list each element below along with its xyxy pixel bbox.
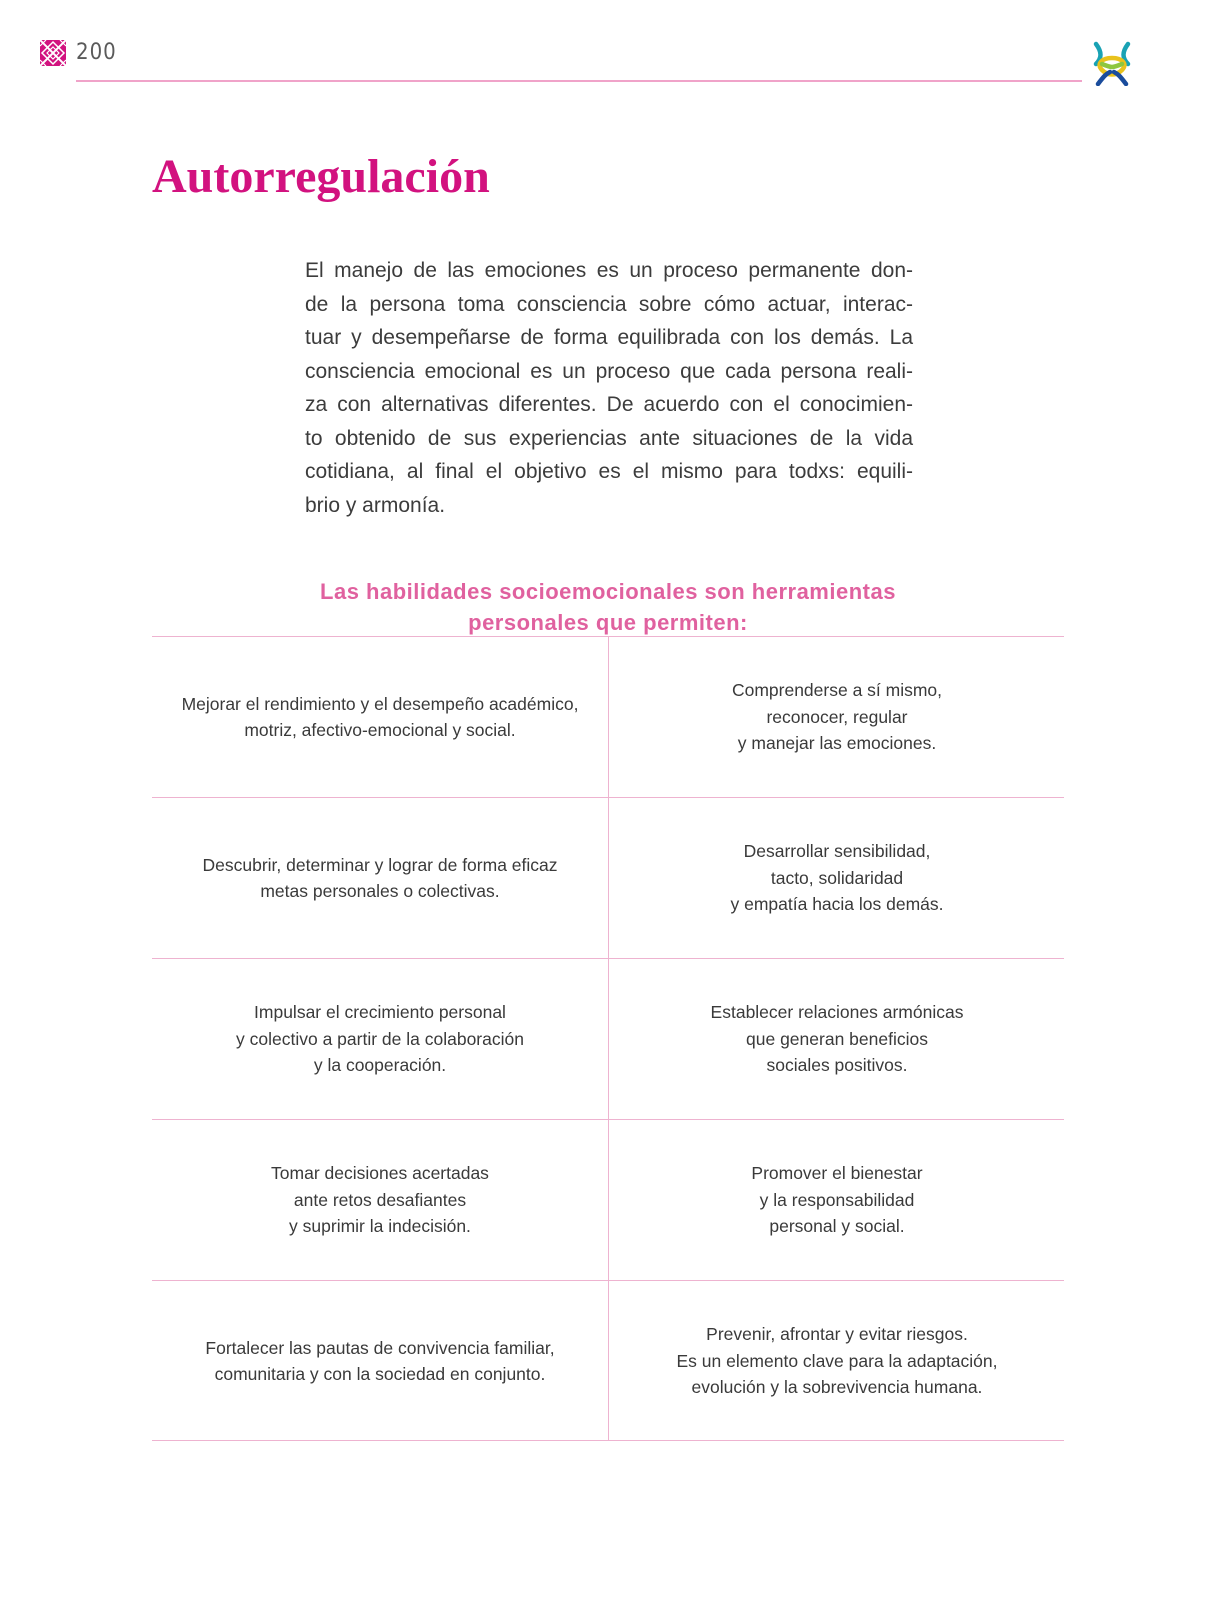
skill-cell	[609, 1281, 1065, 1441]
skill-cell	[609, 1120, 1065, 1280]
subtitle-line: Las habilidades socioemocionales son herramientas	[320, 579, 896, 604]
intro-line: de la persona toma consciencia sobre cómo actuar, interac-	[305, 292, 913, 316]
skill-cell	[152, 798, 608, 958]
page-number: 200	[76, 40, 117, 65]
intro-line: tuar y desempeñarse de forma equilibrada con los demás. La	[305, 326, 913, 349]
header-divider	[76, 80, 1082, 82]
intro-line: consciencia emocional es un proceso que cada persona reali-	[305, 359, 913, 383]
skill-text: Desarrollar sensibilidad, tacto, solidaridad y empatía hacia los demás.	[730, 841, 944, 915]
skill-cell	[152, 1120, 608, 1280]
skill-text: Mejorar el rendimiento y el desempeño académico, motriz, afectivo-emocional y social.	[181, 693, 579, 740]
skills-table	[152, 636, 1064, 1441]
page-title: Autorregulación	[152, 150, 490, 203]
intro-line: cotidiana, al final el objetivo es el mismo para todxs: equili-	[305, 460, 913, 483]
skill-text: Fortalecer las pautas de convivencia familiar, comunitaria y con la sociedad en conjunto.	[205, 1337, 555, 1384]
skill-text: Descubrir, determinar y lograr de forma eficaz metas personales o colectivas.	[202, 854, 558, 901]
skill-text: Prevenir, afrontar y evitar riesgos. Es un elemento clave para la adaptación, evolución y la sobrevivencia humana.	[676, 1324, 998, 1398]
intro-line: El manejo de las emociones es un proceso permanente don-	[305, 259, 913, 282]
skill-cell	[609, 798, 1065, 958]
skill-text: Tomar decisiones acertadas ante retos desafiantes y suprimir la indecisión.	[271, 1163, 489, 1237]
skill-text: Impulsar el crecimiento personal y colectivo a partir de la colaboración y la cooperación.	[236, 1002, 524, 1076]
skill-text: Comprenderse a sí mismo, reconocer, regular y manejar las emociones.	[731, 680, 943, 754]
intro-line: za con alternativas diferentes. De acuerdo con el conocimien-	[305, 393, 913, 416]
section-subtitle	[152, 576, 1064, 638]
skill-cell	[152, 959, 608, 1119]
subtitle-line: personales que permiten:	[468, 610, 748, 635]
intro-paragraph	[305, 254, 913, 522]
skill-text: Establecer relaciones armónicas que generan beneficios sociales positivos.	[710, 1002, 964, 1076]
textile-pattern-icon	[40, 40, 66, 66]
intro-line: brio y armonía.	[305, 493, 446, 517]
interlocking-rings-logo-icon	[1088, 38, 1136, 86]
skill-text: Promover el bienestar y la responsabilidad personal y social.	[751, 1163, 923, 1237]
intro-line: to obtenido de sus experiencias ante situaciones de la vida	[305, 426, 913, 450]
skill-cell	[609, 959, 1065, 1119]
skill-cell	[152, 637, 608, 797]
skill-cell	[609, 637, 1065, 797]
skill-cell	[152, 1281, 608, 1441]
